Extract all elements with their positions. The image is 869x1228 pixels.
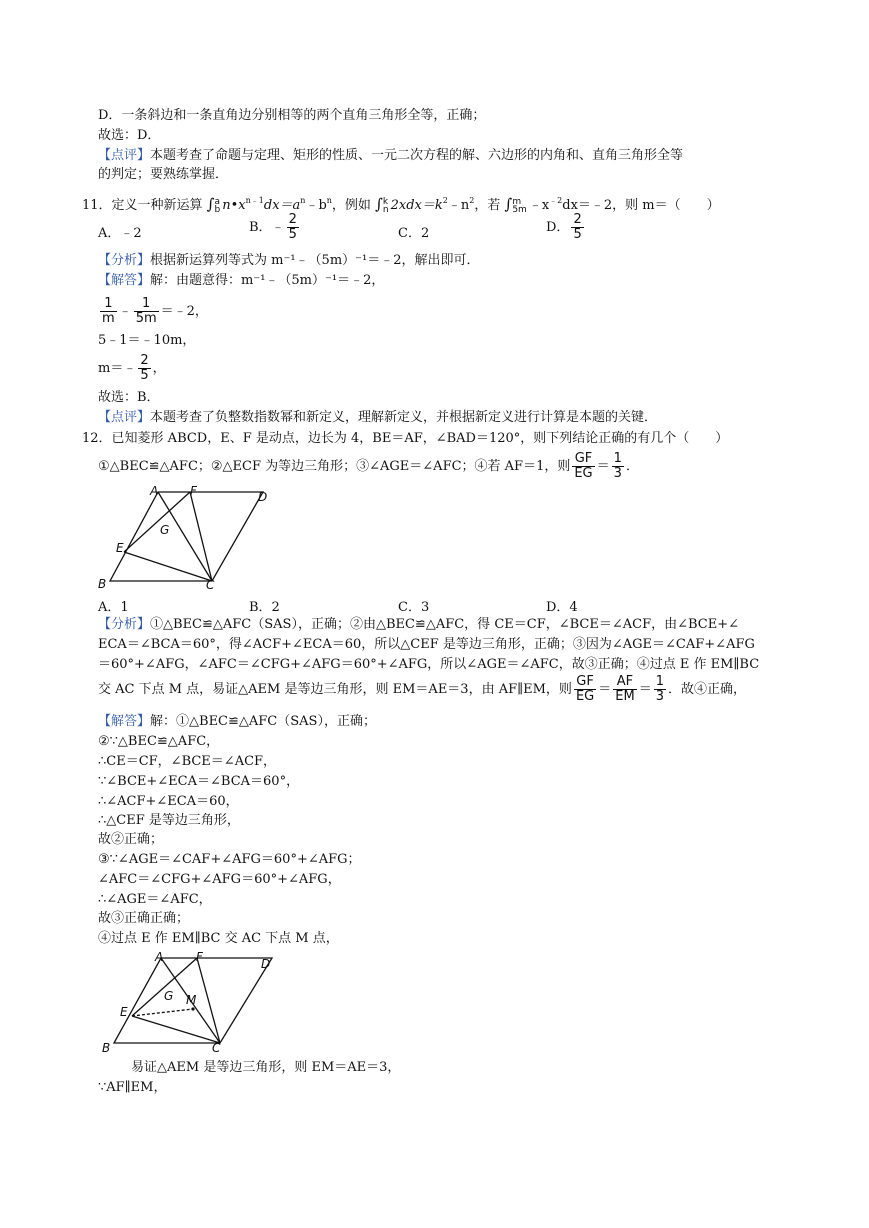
exponent: ﹣2	[549, 196, 563, 205]
integral-body: ﹣x	[528, 198, 550, 213]
label-g: G	[160, 523, 170, 537]
q12-analysis-line-2: ECA＝∠BCA＝60°，得∠ACF+∠ECA＝60，所以△CEF 是等边三角形，正确；③因为∠AGE＝∠CAF+∠AFG	[98, 637, 755, 652]
q11-choice: 故选：B．	[98, 390, 160, 405]
answer-tag: 【解答】	[98, 714, 151, 729]
segment-ef	[124, 492, 190, 552]
label-a: A	[150, 484, 159, 498]
fraction: $\frac{AF}{EM}$	[615, 674, 635, 704]
segment-fc	[197, 958, 220, 1043]
label-b: B	[102, 1041, 111, 1055]
q11-comment	[98, 410, 657, 426]
minus-term: ﹣b	[305, 198, 327, 213]
q10-option-d: D．一条斜边和一条直角边分别相等的两个直角三角形全等，正确；	[98, 108, 486, 123]
q11-option-d: D． $\frac{2}{5}$	[546, 212, 582, 242]
q11-option-a: A．﹣2	[98, 226, 142, 241]
answer-tag: 【解答】	[98, 273, 151, 288]
integral-limits: a b	[214, 196, 221, 215]
label-e: E	[116, 541, 124, 555]
q12-after-figure-1: 易证△AEM 是等边三角形，则 EM＝AE＝3，	[131, 1060, 401, 1075]
q12-analysis-line-1	[98, 617, 739, 633]
stem-text: ，例如	[331, 198, 371, 213]
rhombus-figure-2	[100, 948, 290, 1058]
q11-step-4: m＝﹣ $\frac{2}{5}$ ，	[98, 353, 166, 383]
segment-ec	[124, 552, 212, 581]
label-d: D	[258, 490, 268, 504]
answer-line: ∴∠ACF+∠ECA＝60，	[98, 794, 239, 809]
label-a: A	[155, 950, 164, 964]
comment-tag: 【点评】	[98, 148, 151, 163]
fraction: $\frac{2}{5}$	[140, 353, 149, 383]
answer-line: ∴CE＝CF，∠BCE＝∠ACF，	[98, 754, 277, 769]
label-d: D	[261, 957, 271, 971]
q11-option-c: C．2	[398, 226, 430, 241]
rhombus-outline	[110, 492, 263, 581]
stem-text: 定义一种新运算	[111, 198, 203, 213]
integral-body: n•x	[222, 198, 246, 213]
exponent: 2	[442, 196, 448, 205]
integral-limits: k n	[382, 196, 389, 215]
fraction: $\frac{2}{5}$	[573, 212, 582, 242]
q12-stem	[82, 431, 728, 447]
q12-answer	[98, 714, 376, 730]
q12-option-b: B．2	[249, 600, 280, 615]
q12-option-d: D．4	[546, 600, 578, 615]
minus-term: ﹣n	[447, 198, 470, 213]
q10-choice: 故选：D．	[98, 128, 161, 143]
q12-claims: ①△BEC≌△AFC；②△ECF 为等边三角形；③∠AGE＝∠AFC；④若 AF＝1，则 $\frac{GF}{EG}$ ＝ $\frac{1}{3}$ ．	[98, 451, 639, 481]
analysis-text: ①△BEC≌△AFC（SAS），正确；②由△BEC≌△AFC，得 CE＝CF，∠BCE＝∠ACF，由∠BCE+∠	[150, 617, 739, 632]
answer-text: 解：由题意得：m⁻¹﹣（5m）⁻¹＝﹣2，	[150, 273, 385, 288]
q11-stem	[82, 190, 720, 217]
fraction: $\frac{1}{3}$	[655, 674, 664, 704]
fraction: $\frac{1}{5m}$	[135, 296, 157, 326]
answer-line: 故③正确正确；	[98, 911, 190, 926]
rhombus-figure-1	[90, 484, 280, 594]
integral-sign: ∫	[375, 195, 383, 213]
integral-rhs: dx＝a	[263, 198, 301, 213]
q12-option-a: A．1	[98, 600, 129, 615]
answer-line: ②∵△BEC≌△AFC，	[98, 734, 220, 749]
q12-analysis-line-4: 交 AC 下点 M 点，易证△AEM 是等边三角形，则 EM＝AE＝3，由 AF∥EM，则 $\frac{GF}{EG}$ ＝ $\frac{AF}{EM}$ ＝ $\frac{1}{3}$ ．故④正确，	[98, 674, 746, 704]
q12-after-figure-2: ∵AF∥EM，	[98, 1080, 167, 1095]
segment-ef	[132, 958, 197, 1016]
q10-comment-line-1	[98, 148, 683, 164]
answer-text: 解：①△BEC≌△AFC（SAS），正确；	[150, 714, 376, 729]
fraction: $\frac{2}{5}$	[288, 212, 297, 242]
question-number: 11．	[82, 198, 112, 213]
answer-line: ④过点 E 作 EM∥BC 交 AC 下点 M 点，	[98, 931, 339, 946]
answer-line: ∴∠AGE＝∠AFC，	[98, 892, 212, 907]
q11-step-3: 5﹣1＝﹣10m，	[98, 333, 196, 348]
exponent: n	[326, 196, 332, 205]
q11-step-2: $\frac{1}{m}$ ﹣ $\frac{1}{5m}$ ＝﹣2，	[102, 296, 208, 326]
label-b: B	[98, 577, 107, 591]
segment-fc	[190, 492, 212, 581]
integral-sign: ∫	[504, 195, 513, 213]
q11-option-b: B．﹣ $\frac{2}{5}$	[249, 212, 297, 242]
exponent: 2	[469, 196, 475, 205]
question-number: 12．	[82, 431, 112, 446]
integral-limits: m 5m	[512, 196, 527, 215]
analysis-tag: 【分析】	[98, 617, 151, 632]
label-m: M	[186, 993, 197, 1007]
label-c: C	[206, 578, 215, 592]
label-c: C	[212, 1041, 221, 1055]
answer-line: ∠AFC＝∠CFG+∠AFG＝60°+∠AFG，	[98, 872, 341, 887]
fraction: $\frac{1}{3}$	[613, 451, 622, 481]
q12-option-c: C．3	[398, 600, 430, 615]
integral-body: 2xdx＝k	[390, 198, 443, 213]
label-f: F	[190, 484, 197, 498]
integral-rhs: dx＝﹣2，则 m＝（ ）	[562, 198, 720, 213]
segment-em-dashed	[132, 1009, 193, 1016]
stem-text: 已知菱形 ABCD，E、F 是动点，边长为 4，BE＝AF，∠BAD＝120°，则下列结论正确的有几个（ ）	[111, 431, 729, 446]
point-m	[191, 1007, 194, 1010]
q12-analysis-line-3: ＝60°+∠AFG，∠AFC＝∠CFG+∠AFG＝60°+∠AFG，所以∠AGE＝∠AFC，故③正确；④过点 E 作 EM∥BC	[98, 657, 760, 672]
analysis-text: 根据新运算列等式为 m⁻¹﹣（5m）⁻¹＝﹣2，解出即可．	[150, 253, 480, 268]
label-g: G	[164, 989, 174, 1003]
label-e: E	[120, 1005, 128, 1019]
label-f: F	[196, 950, 203, 964]
answer-line: ③∵∠AGE＝∠CAF+∠AFG＝60°+∠AFG；	[98, 852, 361, 867]
exponent: n﹣1	[245, 196, 264, 205]
comment-text: 本题考查了负整数指数幂和新定义，理解新定义，并根据新定义进行计算是本题的关键．	[150, 410, 658, 425]
integral-sign: ∫	[206, 195, 215, 213]
comment-tag: 【点评】	[98, 410, 151, 425]
exponent: n	[300, 196, 306, 205]
answer-line: ∵∠BCE+∠ECA＝∠BCA＝60°，	[98, 774, 300, 789]
q11-answer	[98, 273, 384, 289]
fraction: $\frac{GF}{EG}$	[575, 674, 595, 704]
answer-line: ∴△CEF 是等边三角形，	[98, 813, 240, 828]
comment-text: 本题考查了命题与定理、矩形的性质、一元二次方程的解、六边形的内角和、直角三角形全等	[150, 148, 684, 163]
answer-line: 故②正确；	[98, 832, 164, 847]
segment-ec	[132, 1016, 220, 1043]
fraction: $\frac{1}{m}$	[102, 296, 115, 326]
fraction: $\frac{GF}{EG}$	[574, 451, 593, 481]
analysis-tag: 【分析】	[98, 253, 151, 268]
q11-analysis	[98, 253, 480, 269]
stem-text: ，若	[474, 198, 501, 213]
q10-comment-line-2: 的判定；要熟练掌握．	[98, 167, 229, 182]
